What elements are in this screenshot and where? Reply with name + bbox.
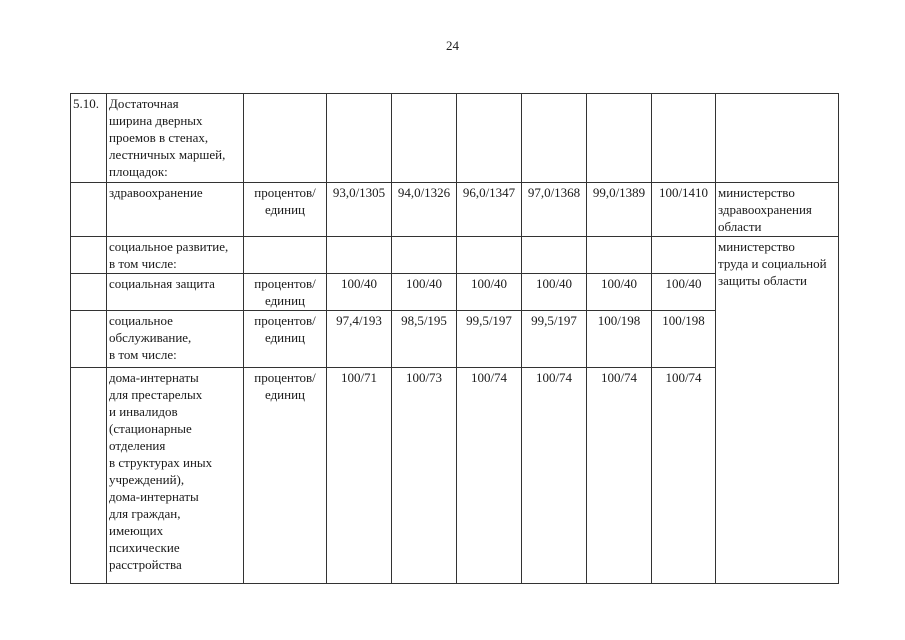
value-cell <box>652 237 716 274</box>
item-number <box>71 311 107 368</box>
value-cell: 100/40 <box>522 274 587 311</box>
value-cell: 100/1410 <box>652 183 716 237</box>
value-cell: 99,5/197 <box>457 311 522 368</box>
indicator-name: социальная защита <box>107 274 244 311</box>
value-cell <box>457 237 522 274</box>
value-cell: 99,5/197 <box>522 311 587 368</box>
value-cell <box>652 94 716 183</box>
value-cell <box>392 237 457 274</box>
page-number: 24 <box>446 38 459 53</box>
value-cell: 100/40 <box>327 274 392 311</box>
value-cell: 100/198 <box>652 311 716 368</box>
value-cell <box>522 237 587 274</box>
table-row <box>71 94 839 183</box>
value-cell: 100/73 <box>392 368 457 584</box>
value-cell: 96,0/1347 <box>457 183 522 237</box>
value-cell <box>587 237 652 274</box>
unit-cell <box>244 94 327 183</box>
value-cell: 100/71 <box>327 368 392 584</box>
indicator-name: Достаточная ширина дверных проемов в стенах, лестничных маршей, площадок: <box>107 94 244 183</box>
indicator-name: здравоохранение <box>107 183 244 237</box>
unit-cell: процентов/ единиц <box>244 368 327 584</box>
unit-cell: процентов/ единиц <box>244 274 327 311</box>
value-cell: 98,5/195 <box>392 311 457 368</box>
value-cell: 100/40 <box>652 274 716 311</box>
indicator-name: социальное обслуживание, в том числе: <box>107 311 244 368</box>
value-cell: 100/198 <box>587 311 652 368</box>
indicator-table <box>70 93 839 584</box>
value-cell: 99,0/1389 <box>587 183 652 237</box>
value-cell <box>587 94 652 183</box>
value-cell: 100/74 <box>457 368 522 584</box>
table-row <box>71 237 839 274</box>
unit-cell: процентов/ единиц <box>244 183 327 237</box>
value-cell: 97,0/1368 <box>522 183 587 237</box>
value-cell: 93,0/1305 <box>327 183 392 237</box>
responsible-cell: министерство здравоохранения области <box>716 183 839 237</box>
item-number: 5.10. <box>71 94 107 183</box>
unit-cell <box>244 237 327 274</box>
indicator-name: социальное развитие, в том числе: <box>107 237 244 274</box>
value-cell <box>522 94 587 183</box>
value-cell <box>327 237 392 274</box>
value-cell <box>457 94 522 183</box>
value-cell: 97,4/193 <box>327 311 392 368</box>
unit-cell: процентов/ единиц <box>244 311 327 368</box>
responsible-cell <box>716 94 839 183</box>
value-cell: 100/74 <box>652 368 716 584</box>
table-row <box>71 183 839 237</box>
value-cell: 100/74 <box>522 368 587 584</box>
value-cell <box>327 94 392 183</box>
value-cell: 100/74 <box>587 368 652 584</box>
value-cell: 100/40 <box>392 274 457 311</box>
value-cell: 100/40 <box>457 274 522 311</box>
item-number <box>71 368 107 584</box>
item-number <box>71 274 107 311</box>
value-cell <box>392 94 457 183</box>
item-number <box>71 183 107 237</box>
value-cell: 100/40 <box>587 274 652 311</box>
responsible-cell: министерство труда и социальной защиты области <box>716 237 839 584</box>
indicator-name: дома-интернаты для престарелых и инвалидов (стационарные отделения в структурах иных учреждений), дома-интернаты для граждан, имеющих психические расстройства <box>107 368 244 584</box>
value-cell: 94,0/1326 <box>392 183 457 237</box>
item-number <box>71 237 107 274</box>
